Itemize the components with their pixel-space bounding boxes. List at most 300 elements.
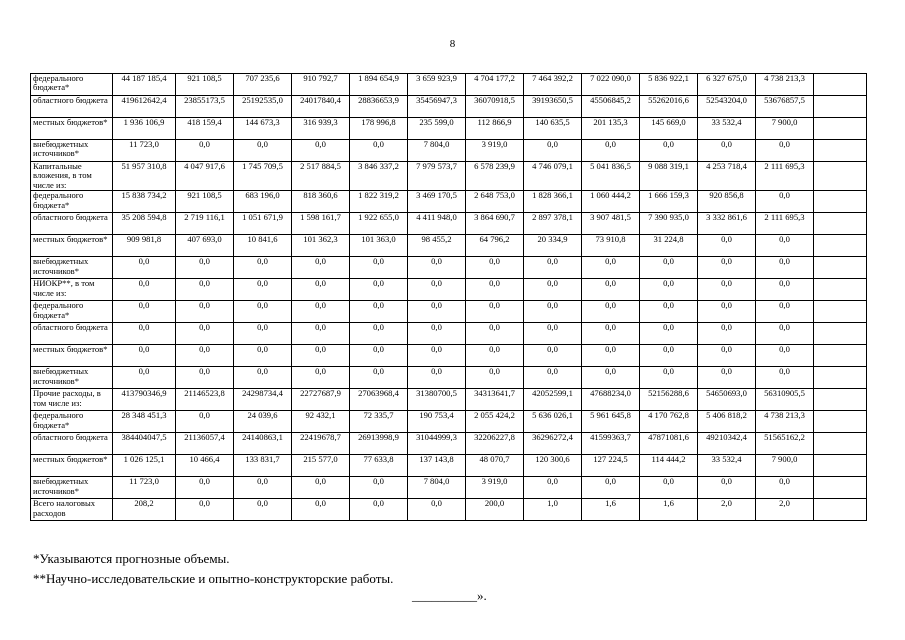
table-cell: 0,0: [113, 367, 176, 389]
table-cell: 0,0: [582, 323, 640, 345]
table-cell: 0,0: [408, 279, 466, 301]
table-cell: 0,0: [350, 345, 408, 367]
table-cell: 0,0: [408, 367, 466, 389]
table-cell: 0,0: [524, 367, 582, 389]
page-number: 8: [449, 38, 456, 50]
table-cell: 4 738 213,3: [756, 74, 814, 96]
table-cell: 0,0: [408, 301, 466, 323]
table-cell: [814, 367, 867, 389]
table-cell: 0,0: [113, 323, 176, 345]
row-label: областного бюджета: [31, 96, 113, 118]
table-cell: 64 796,2: [466, 235, 524, 257]
table-cell: 0,0: [640, 140, 698, 162]
table-cell: 10 841,6: [234, 235, 292, 257]
table-cell: 33 532,4: [698, 118, 756, 140]
table-row: [31, 96, 867, 118]
table-cell: 1 051 671,9: [234, 213, 292, 235]
table-cell: 145 669,0: [640, 118, 698, 140]
table-row: [31, 477, 867, 499]
table-cell: 0,0: [234, 323, 292, 345]
table-cell: 0,0: [756, 140, 814, 162]
table-cell: 0,0: [350, 279, 408, 301]
table-cell: 7 022 090,0: [582, 74, 640, 96]
table-cell: 4 738 213,3: [756, 411, 814, 433]
table-cell: 2 648 753,0: [466, 191, 524, 213]
table-cell: 140 635,5: [524, 118, 582, 140]
table-cell: 0,0: [698, 257, 756, 279]
table-row: [31, 499, 867, 521]
table-cell: [814, 96, 867, 118]
table-cell: 3 332 861,6: [698, 213, 756, 235]
table-cell: [814, 455, 867, 477]
table-cell: 2,0: [698, 499, 756, 521]
table-cell: 49210342,4: [698, 433, 756, 455]
table-cell: 0,0: [582, 257, 640, 279]
table-cell: 0,0: [234, 257, 292, 279]
table-cell: 1,6: [582, 499, 640, 521]
table-row: [31, 279, 867, 301]
table-cell: 2 055 424,2: [466, 411, 524, 433]
table-cell: 3 907 481,5: [582, 213, 640, 235]
table-cell: 42052599,1: [524, 389, 582, 411]
table-cell: 3 846 337,2: [350, 162, 408, 191]
table-cell: 114 444,2: [640, 455, 698, 477]
table-cell: 0,0: [292, 477, 350, 499]
table-cell: 11 723,0: [113, 140, 176, 162]
table-cell: 1 936 106,9: [113, 118, 176, 140]
table-cell: 2 111 695,3: [756, 213, 814, 235]
table-cell: 0,0: [350, 323, 408, 345]
table-cell: 0,0: [466, 345, 524, 367]
row-label: областного бюджета: [31, 323, 113, 345]
table-cell: 98 455,2: [408, 235, 466, 257]
table-cell: 0,0: [640, 323, 698, 345]
row-label: федерального бюджета*: [31, 74, 113, 96]
table-cell: 0,0: [113, 279, 176, 301]
table-cell: 178 996,8: [350, 118, 408, 140]
table-cell: 0,0: [698, 140, 756, 162]
table-cell: 818 360,6: [292, 191, 350, 213]
closing-mark: __________».: [412, 588, 487, 603]
table-row: [31, 74, 867, 96]
table-cell: 0,0: [408, 323, 466, 345]
table-cell: 0,0: [698, 279, 756, 301]
table-cell: 41599363,7: [582, 433, 640, 455]
footnote-forecast: *Указываются прогнозные объемы.: [33, 551, 230, 566]
table-cell: 4 170 762,8: [640, 411, 698, 433]
table-cell: 0,0: [582, 477, 640, 499]
table-body: [31, 74, 867, 521]
table-cell: 0,0: [176, 345, 234, 367]
table-cell: 0,0: [350, 499, 408, 521]
table-row: [31, 162, 867, 191]
table-cell: 215 577,0: [292, 455, 350, 477]
table-cell: 44 187 185,4: [113, 74, 176, 96]
table-cell: 28836653,9: [350, 96, 408, 118]
table-cell: 0,0: [350, 301, 408, 323]
table-cell: 36070918,5: [466, 96, 524, 118]
table-cell: 0,0: [408, 257, 466, 279]
table-cell: 208,2: [113, 499, 176, 521]
table-cell: 54650693,0: [698, 389, 756, 411]
table-cell: 4 411 948,0: [408, 213, 466, 235]
table-cell: 0,0: [234, 345, 292, 367]
table-cell: [814, 323, 867, 345]
table-row: [31, 140, 867, 162]
table-cell: 7 979 573,7: [408, 162, 466, 191]
table-cell: [814, 74, 867, 96]
table-cell: 0,0: [640, 477, 698, 499]
row-label: областного бюджета: [31, 433, 113, 455]
table-cell: 0,0: [524, 477, 582, 499]
table-cell: 0,0: [408, 499, 466, 521]
table-row: [31, 191, 867, 213]
table-cell: 0,0: [698, 367, 756, 389]
table-cell: 0,0: [756, 191, 814, 213]
table-cell: 6 327 675,0: [698, 74, 756, 96]
table-cell: 0,0: [176, 323, 234, 345]
table-cell: 0,0: [640, 257, 698, 279]
table-cell: 0,0: [176, 367, 234, 389]
table-cell: 7 390 935,0: [640, 213, 698, 235]
table-cell: 910 792,7: [292, 74, 350, 96]
table-cell: 120 300,6: [524, 455, 582, 477]
table-cell: 7 900,0: [756, 455, 814, 477]
table-cell: 1,6: [640, 499, 698, 521]
table-cell: 101 363,0: [350, 235, 408, 257]
table-cell: 0,0: [234, 301, 292, 323]
table-cell: 0,0: [234, 367, 292, 389]
table-cell: 0,0: [350, 367, 408, 389]
row-label: внебюджетных источников*: [31, 477, 113, 499]
table-cell: 419612642,4: [113, 96, 176, 118]
table-cell: [814, 257, 867, 279]
table-cell: 0,0: [756, 367, 814, 389]
table-cell: 47688234,0: [582, 389, 640, 411]
table-cell: 5 041 836,5: [582, 162, 640, 191]
table-cell: 0,0: [698, 301, 756, 323]
table-cell: 1 822 319,2: [350, 191, 408, 213]
table-cell: [814, 389, 867, 411]
table-cell: 9 088 319,1: [640, 162, 698, 191]
table-cell: 921 108,5: [176, 74, 234, 96]
table-cell: 15 838 734,2: [113, 191, 176, 213]
row-label: местных бюджетов*: [31, 455, 113, 477]
table-cell: 235 599,0: [408, 118, 466, 140]
table-cell: [814, 235, 867, 257]
table-cell: 31 224,8: [640, 235, 698, 257]
table-cell: 1 060 444,2: [582, 191, 640, 213]
table-cell: 0,0: [176, 477, 234, 499]
table-cell: 4 746 079,1: [524, 162, 582, 191]
row-label: Капитальные вложения, в том числе из:: [31, 162, 113, 191]
row-label: внебюджетных источников*: [31, 257, 113, 279]
table-cell: 0,0: [466, 301, 524, 323]
footnote-niokr: **Научно-исследовательские и опытно-конструкторские работы.: [33, 571, 394, 586]
table-cell: 26913998,9: [350, 433, 408, 455]
table-cell: 0,0: [756, 257, 814, 279]
table-cell: 34313641,7: [466, 389, 524, 411]
table-cell: 0,0: [113, 301, 176, 323]
table-cell: 6 578 239,9: [466, 162, 524, 191]
table-cell: 0,0: [640, 367, 698, 389]
table-row: [31, 118, 867, 140]
table-cell: 0,0: [292, 345, 350, 367]
table-cell: [814, 140, 867, 162]
table-cell: 0,0: [234, 499, 292, 521]
table-cell: [814, 191, 867, 213]
table-cell: 0,0: [756, 323, 814, 345]
table-cell: 0,0: [466, 367, 524, 389]
table-cell: 112 866,9: [466, 118, 524, 140]
row-label: внебюджетных источников*: [31, 367, 113, 389]
table-cell: 0,0: [292, 279, 350, 301]
table-cell: 0,0: [756, 301, 814, 323]
row-label: областного бюджета: [31, 213, 113, 235]
table-cell: 1 828 366,1: [524, 191, 582, 213]
table-cell: 10 466,4: [176, 455, 234, 477]
table-cell: 0,0: [582, 367, 640, 389]
table-cell: 3 919,0: [466, 477, 524, 499]
table-cell: 22419678,7: [292, 433, 350, 455]
table-cell: 0,0: [756, 235, 814, 257]
table-cell: 1 745 709,5: [234, 162, 292, 191]
table-cell: 28 348 451,3: [113, 411, 176, 433]
table-cell: 55262016,6: [640, 96, 698, 118]
table-cell: 25192535,0: [234, 96, 292, 118]
table-row: [31, 455, 867, 477]
row-label: местных бюджетов*: [31, 235, 113, 257]
table-cell: 0,0: [292, 140, 350, 162]
row-label: федерального бюджета*: [31, 191, 113, 213]
row-label: Прочие расходы, в том числе из:: [31, 389, 113, 411]
table-cell: 3 659 923,9: [408, 74, 466, 96]
table-row: [31, 235, 867, 257]
table-cell: 24 039,6: [234, 411, 292, 433]
table-cell: 21136057,4: [176, 433, 234, 455]
table-cell: 33 532,4: [698, 455, 756, 477]
table-cell: 11 723,0: [113, 477, 176, 499]
table-cell: 31380700,5: [408, 389, 466, 411]
table-cell: 0,0: [698, 323, 756, 345]
table-cell: 920 856,8: [698, 191, 756, 213]
row-label: НИОКР**, в том числе из:: [31, 279, 113, 301]
table-cell: 0,0: [524, 323, 582, 345]
table-cell: 0,0: [640, 345, 698, 367]
footnotes: [33, 549, 393, 589]
table-cell: 39193650,5: [524, 96, 582, 118]
table-cell: 0,0: [176, 257, 234, 279]
table-cell: 4 704 177,2: [466, 74, 524, 96]
row-label: Всего налоговых расходов: [31, 499, 113, 521]
table-cell: 23855173,5: [176, 96, 234, 118]
table-cell: [814, 345, 867, 367]
table-cell: 51565162,2: [756, 433, 814, 455]
table-cell: 2 897 378,1: [524, 213, 582, 235]
table-cell: 127 224,5: [582, 455, 640, 477]
table-cell: 5 406 818,2: [698, 411, 756, 433]
table-row: [31, 367, 867, 389]
table-cell: 0,0: [408, 345, 466, 367]
table-cell: 0,0: [292, 257, 350, 279]
row-label: местных бюджетов*: [31, 118, 113, 140]
table-cell: [814, 162, 867, 191]
table-cell: 51 957 310,8: [113, 162, 176, 191]
table-cell: 24017840,4: [292, 96, 350, 118]
table-cell: 683 196,0: [234, 191, 292, 213]
table-cell: 53676857,5: [756, 96, 814, 118]
table-row: [31, 301, 867, 323]
table-cell: 144 673,3: [234, 118, 292, 140]
table-cell: 1 598 161,7: [292, 213, 350, 235]
table-cell: 0,0: [756, 279, 814, 301]
table-cell: 0,0: [234, 477, 292, 499]
table-row: [31, 389, 867, 411]
table-cell: 1 666 159,3: [640, 191, 698, 213]
table-cell: 0,0: [582, 279, 640, 301]
row-label: местных бюджетов*: [31, 345, 113, 367]
table-cell: 0,0: [524, 140, 582, 162]
table-cell: 0,0: [524, 279, 582, 301]
table-cell: 32206227,8: [466, 433, 524, 455]
table-cell: 2 111 695,3: [756, 162, 814, 191]
table-cell: 707 235,6: [234, 74, 292, 96]
table-cell: 0,0: [698, 345, 756, 367]
table-cell: 0,0: [292, 323, 350, 345]
table-cell: 1 026 125,1: [113, 455, 176, 477]
table-cell: [814, 301, 867, 323]
table-cell: 0,0: [292, 367, 350, 389]
table-cell: 0,0: [350, 140, 408, 162]
table-cell: 0,0: [113, 257, 176, 279]
table-cell: 27063968,4: [350, 389, 408, 411]
table-row: [31, 345, 867, 367]
table-cell: 418 159,4: [176, 118, 234, 140]
table-cell: 0,0: [524, 301, 582, 323]
table-cell: 133 831,7: [234, 455, 292, 477]
table-row: [31, 323, 867, 345]
table-cell: 0,0: [582, 345, 640, 367]
table-cell: 77 633,8: [350, 455, 408, 477]
table-cell: 0,0: [176, 301, 234, 323]
table-cell: 36296272,4: [524, 433, 582, 455]
table-cell: 24298734,4: [234, 389, 292, 411]
table-cell: 5 961 645,8: [582, 411, 640, 433]
table-cell: 45506845,2: [582, 96, 640, 118]
table-cell: 3 919,0: [466, 140, 524, 162]
table-cell: [814, 499, 867, 521]
budget-table: [30, 73, 867, 521]
table-cell: 4 047 917,6: [176, 162, 234, 191]
row-label: федерального бюджета*: [31, 411, 113, 433]
table-cell: 52543204,0: [698, 96, 756, 118]
table-cell: 72 335,7: [350, 411, 408, 433]
table-cell: 0,0: [466, 323, 524, 345]
table-cell: 35456947,3: [408, 96, 466, 118]
table-cell: 2,0: [756, 499, 814, 521]
table-cell: 137 143,8: [408, 455, 466, 477]
table-cell: 0,0: [176, 411, 234, 433]
table-cell: 0,0: [176, 140, 234, 162]
table-cell: 200,0: [466, 499, 524, 521]
table-cell: 0,0: [640, 301, 698, 323]
table-cell: 0,0: [582, 301, 640, 323]
table-cell: 20 334,9: [524, 235, 582, 257]
table-cell: 0,0: [524, 257, 582, 279]
table-cell: 190 753,4: [408, 411, 466, 433]
table-cell: 0,0: [176, 499, 234, 521]
table-cell: 56310905,5: [756, 389, 814, 411]
table-cell: 7 900,0: [756, 118, 814, 140]
table-cell: 0,0: [234, 140, 292, 162]
table-cell: 52156288,6: [640, 389, 698, 411]
table-cell: 73 910,8: [582, 235, 640, 257]
table-cell: [814, 433, 867, 455]
table-cell: 2 719 116,1: [176, 213, 234, 235]
table-cell: 0,0: [466, 257, 524, 279]
table-cell: [814, 279, 867, 301]
table-cell: 24140863,1: [234, 433, 292, 455]
table-row: [31, 411, 867, 433]
table-cell: 0,0: [640, 279, 698, 301]
table-cell: 0,0: [350, 257, 408, 279]
table-cell: 0,0: [756, 345, 814, 367]
table-cell: 7 804,0: [408, 477, 466, 499]
table-cell: 0,0: [176, 279, 234, 301]
table-cell: 22727687,9: [292, 389, 350, 411]
table-row: [31, 257, 867, 279]
table-cell: 3 469 170,5: [408, 191, 466, 213]
table-cell: 3 864 690,7: [466, 213, 524, 235]
table-cell: 407 693,0: [176, 235, 234, 257]
table-cell: [814, 477, 867, 499]
table-cell: 1 922 655,0: [350, 213, 408, 235]
table-cell: 31044999,3: [408, 433, 466, 455]
table-cell: 0,0: [234, 279, 292, 301]
table-cell: 384404047,5: [113, 433, 176, 455]
table-cell: 0,0: [292, 301, 350, 323]
table-cell: 909 981,8: [113, 235, 176, 257]
table-cell: 0,0: [698, 477, 756, 499]
table-cell: 48 070,7: [466, 455, 524, 477]
table-cell: 92 432,1: [292, 411, 350, 433]
table-cell: 0,0: [113, 345, 176, 367]
table-cell: 0,0: [582, 140, 640, 162]
table-cell: 2 517 884,5: [292, 162, 350, 191]
table-cell: [814, 118, 867, 140]
table-row: [31, 433, 867, 455]
table-cell: 0,0: [350, 477, 408, 499]
table-cell: 0,0: [698, 235, 756, 257]
table-cell: 921 108,5: [176, 191, 234, 213]
table-cell: 0,0: [466, 279, 524, 301]
table-cell: 0,0: [292, 499, 350, 521]
table-cell: [814, 213, 867, 235]
table-cell: 5 636 026,1: [524, 411, 582, 433]
row-label: федерального бюджета*: [31, 301, 113, 323]
table-cell: 1,0: [524, 499, 582, 521]
table-cell: 21146523,8: [176, 389, 234, 411]
table-cell: 413790346,9: [113, 389, 176, 411]
table-cell: 4 253 718,4: [698, 162, 756, 191]
table-cell: 7 804,0: [408, 140, 466, 162]
table-cell: 101 362,3: [292, 235, 350, 257]
table-cell: 35 208 594,8: [113, 213, 176, 235]
table-cell: 5 836 922,1: [640, 74, 698, 96]
table-cell: [814, 411, 867, 433]
table-cell: 47871081,6: [640, 433, 698, 455]
table-cell: 1 894 654,9: [350, 74, 408, 96]
